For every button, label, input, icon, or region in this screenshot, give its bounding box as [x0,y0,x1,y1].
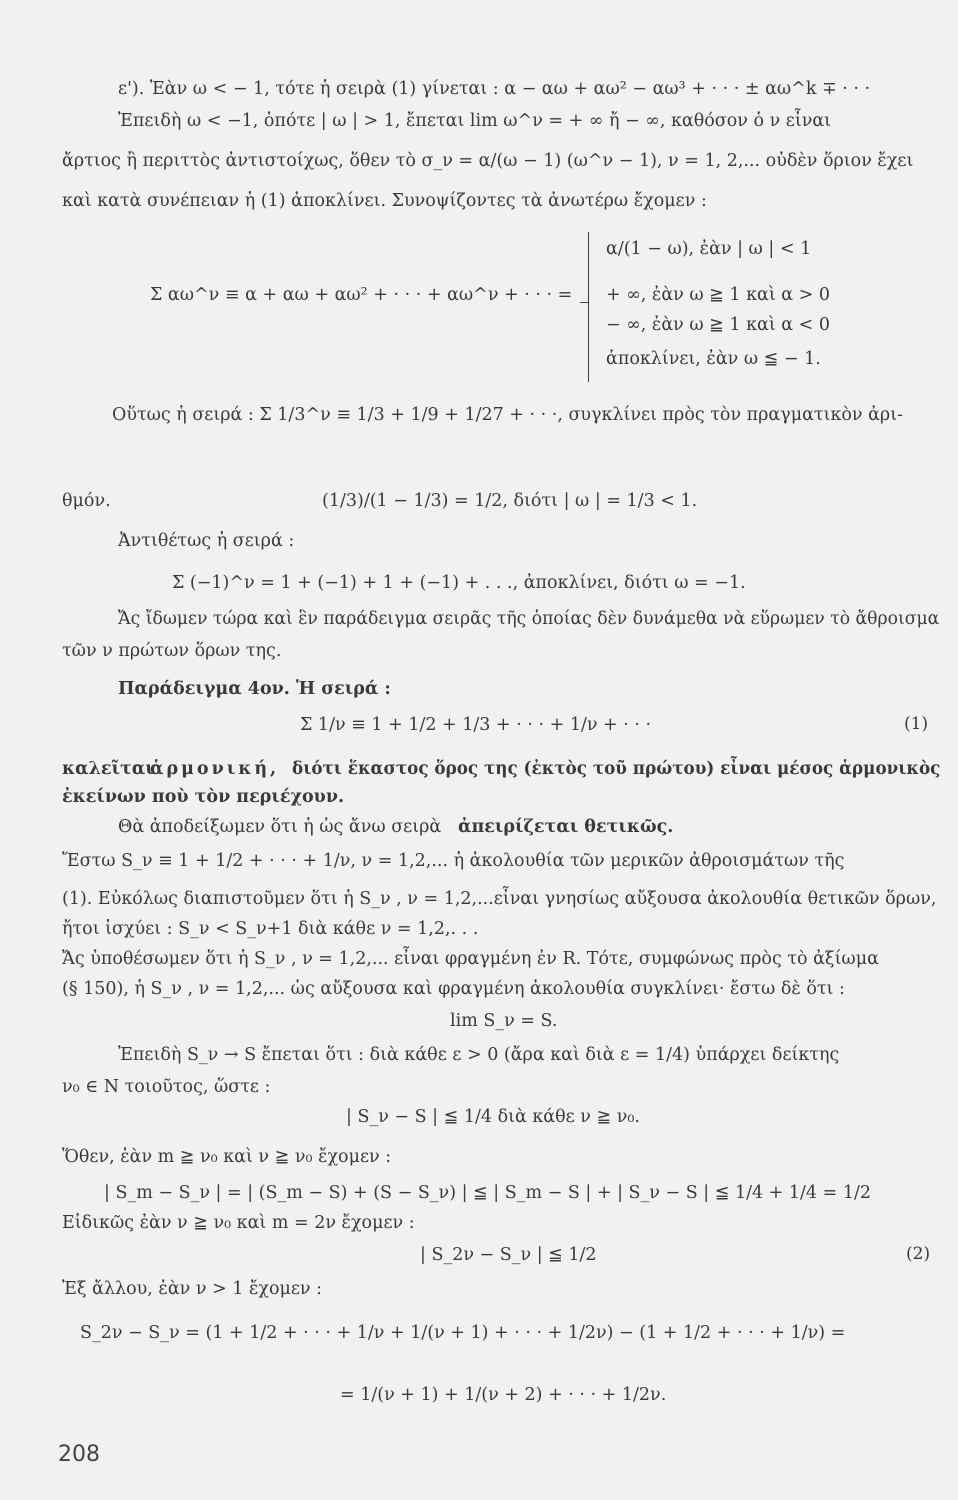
text-line-14: ἐκείνων ποὺ τὸν περιέχουν. [62,787,345,807]
text-line-18: ἤτοι ἰσχύει : S_ν < S_ν+1 διὰ κάθε ν = 1,2,. . . [62,919,479,939]
text-line-9: Ἄς ἴδωμεν τώρα καὶ ἓν παράδειγμα σειρᾶς τῆς ὁποίας δὲν δυνάμεθα νὰ εὕρωμεν τὸ ἄθροισμα [118,609,940,629]
difference-display-1: S_2ν − S_ν = (1 + 1/2 + · · · + 1/ν + 1/(ν + 1) + · · · + 1/2ν) − (1 + 1/2 + · · · + 1/ν) = [80,1323,846,1343]
case-line-4: ἀποκλίνει, ἐὰν ω ≦ − 1. [606,349,821,369]
cases-brace-tip [580,302,589,303]
harmonic-term: ἁρμονική, [150,759,280,779]
geometric-series-display: Σ αω^ν ≡ α + αω + αω² + · · · + αω^ν + · · · = [150,285,573,305]
text-line-6a: θμόν. [62,491,111,511]
text-line-17: (1). Εὐκόλως διαπιστοῦμεν ὅτι ἡ S_ν , ν = 1,2,...εἶναι γνησίως αὔξουσα ἀκολουθία θετικῶν ὅρων, [62,889,937,909]
limit-display: lim S_ν = S. [450,1011,558,1031]
equation-number-1: (1) [904,714,929,734]
alternating-series-display: Σ (−1)^ν = 1 + (−1) + 1 + (−1) + . . ., ἀποκλίνει, διότι ω = −1. [172,573,746,593]
text-line-7: Ἀντιθέτως ἡ σειρά : [118,531,295,551]
text-line-1: ε'). Ἐὰν ω < − 1, τότε ἡ σειρὰ (1) γίνεται : α − αω + αω² − αω³ + · · · ± αω^k ∓ · · · [118,79,871,99]
text-line-15b: ἀπειρίζεται θετικῶς. [458,817,674,837]
text-line-13a: καλεῖται [62,759,154,779]
cauchy-bound-display: | S_m − S_ν | = | (S_m − S) + (S − S_ν) | ≦ | S_m − S | + | S_ν − S | ≦ 1/4 + 1/4 = 1/2 [104,1183,872,1203]
text-line-2: Ἐπειδὴ ω < −1, ὁπότε | ω | > 1, ἔπεται lim ω^ν = + ∞ ἤ − ∞, καθόσον ὁ ν εἶναι [118,111,832,131]
text-line-6b: (1/3)/(1 − 1/3) = 1/2, διότι | ω | = 1/3 < 1. [322,491,698,511]
text-line-22: Ἐπειδὴ S_ν → S ἔπεται ὅτι : διὰ κάθε ε > 0 (ἄρα καὶ διὰ ε = 1/4) ὑπάρχει δείκτης [118,1045,840,1065]
text-line-27: Εἰδικῶς ἐὰν ν ≧ ν₀ καὶ m = 2ν ἔχομεν : [62,1213,415,1233]
epsilon-bound-display: | S_ν − S | ≦ 1/4 διὰ κάθε ν ≧ ν₀. [346,1107,640,1127]
text-line-3: ἄρτιος ἢ περιττὸς ἀντιστοίχως, ὅθεν τὸ σ_ν = α/(ω − 1) (ω^ν − 1), ν = 1, 2,... οὐδὲν ὅριον ἔχει [62,151,914,171]
case-line-2: + ∞, ἐὰν ω ≧ 1 καὶ α > 0 [606,285,831,305]
example-heading: Παράδειγμα 4ον. Ἡ σειρά : [118,679,391,699]
text-line-29: Ἐξ ἄλλου, ἐὰν ν > 1 ἔχομεν : [62,1279,323,1299]
text-line-23: ν₀ ∈ N τοιοῦτος, ὥστε : [62,1077,271,1097]
text-line-16: Ἔστω S_ν ≡ 1 + 1/2 + · · · + 1/ν, ν = 1,2,... ἡ ἀκολουθία τῶν μερικῶν ἀθροισμάτων τῆς [62,851,845,871]
equation-number-2: (2) [906,1244,931,1264]
cases-brace [588,232,599,382]
difference-display-2: = 1/(ν + 1) + 1/(ν + 2) + · · · + 1/2ν. [340,1385,667,1405]
inequality-2-display: | S_2ν − S_ν | ≦ 1/2 [420,1245,597,1265]
text-line-25: Ὅθεν, ἐὰν m ≧ ν₀ καὶ ν ≧ ν₀ ἔχομεν : [62,1147,392,1167]
text-line-19: Ἄς ὑποθέσωμεν ὅτι ἡ S_ν , ν = 1,2,... εἶναι φραγμένη ἐν R. Τότε, συμφώνως πρὸς τὸ ἀξίωμα [62,949,879,969]
harmonic-series-display: Σ 1/ν ≡ 1 + 1/2 + 1/3 + · · · + 1/ν + · · · [300,715,652,735]
text-line-5: Οὕτως ἡ σειρά : Σ 1/3^ν ≡ 1/3 + 1/9 + 1/27 + · · ·, συγκλίνει πρὸς τὸν πραγματικὸν ἀρι- [112,405,903,425]
text-line-15a: Θὰ ἀποδείξωμεν ὅτι ἡ ὡς ἄνω σειρὰ [118,817,442,837]
page-number: 208 [58,1442,100,1467]
case-line-1: α/(1 − ω), ἐὰν | ω | < 1 [606,239,812,259]
case-line-3: − ∞, ἐὰν ω ≧ 1 καὶ α < 0 [606,315,831,335]
text-line-10: τῶν ν πρώτων ὅρων της. [62,641,282,661]
text-line-13c: διότι ἕκαστος ὅρος της (ἐκτὸς τοῦ πρώτου) εἶναι μέσος ἁρμονικὸς [292,759,941,779]
text-line-20: (§ 150), ἡ S_ν , ν = 1,2,... ὡς αὔξουσα καὶ φραγμένη ἀκολουθία συγκλίνει· ἔστω δὲ ὅτι : [62,979,845,999]
text-line-4: καὶ κατὰ συνέπειαν ἡ (1) ἀποκλίνει. Συνοψίζοντες τὰ ἀνωτέρω ἔχομεν : [62,191,707,211]
